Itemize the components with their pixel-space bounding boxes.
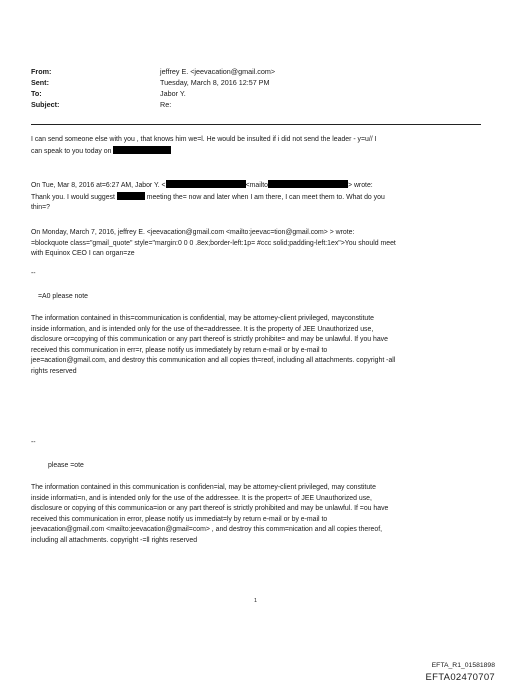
disclaimer-line: disclosure or copying of this communica=ion or any part thereof is strictly prohibited and may be unlawful. If =ou have xyxy=(31,505,389,512)
disclaimer-line: received this communication in err=r, please notify us immediately by return e-mail or by e-mail to xyxy=(31,346,328,354)
quoted-reply-paragraph xyxy=(31,180,487,214)
disclaimer-paragraph xyxy=(31,314,487,377)
notice-heading: =A0 please note xyxy=(38,293,88,300)
quoted-line: On Monday, March 7, 2016, jeffrey E. <jeevacation@gmail.com <mailto:jeevac=tion@gmail.com> > wrote: xyxy=(31,229,355,236)
redaction-box xyxy=(113,146,171,154)
subject-value: Re: xyxy=(160,100,172,109)
disclaimer-line: jee=acation@gmail.com, and destroy this communication and all copies th=reof, including all attachments. copyright -all xyxy=(31,357,396,364)
quoted-line xyxy=(31,180,487,192)
from-label: From: xyxy=(31,67,52,76)
bates-id-secondary: EFTA_R1_01581898 xyxy=(431,662,495,669)
disclaimer-line: inside informati=n, and is intended only for the use of the addressee. It is the propert= of JEE Unauthorized use, xyxy=(31,494,372,502)
message-line: I can send someone else with you , that knows him we=l. He would be insulted if i did not send the leader - y=u// I xyxy=(31,136,377,143)
header-divider xyxy=(31,124,481,125)
quoted-line: thin=? xyxy=(31,204,50,211)
to-value: Jabor Y. xyxy=(160,89,186,98)
quote-text: meeting the= now and later when I am there, I can meet them to. What do you xyxy=(146,193,385,201)
page-number: 1 xyxy=(254,598,258,604)
redaction-box xyxy=(268,180,348,188)
message-text: can speak to you today on xyxy=(31,147,112,155)
disclaimer-line: rights reserved xyxy=(31,367,77,375)
bates-id-primary: EFTA02470707 xyxy=(425,672,495,683)
disclaimer-line: including all attachments. copyright -=ll rights reserved xyxy=(31,536,198,544)
quote-header-text: On Tue, Mar 8, 2016 at=6:27 AM, Jabor Y. < xyxy=(31,182,166,189)
from-value: jeffrey E. <jeevacation@gmail.com> xyxy=(160,67,276,76)
disclaimer-line: disclosure or=copying of this communication or any part thereof is strictly prohibite= and may be unlawful. If you have xyxy=(31,336,388,343)
separator: -- xyxy=(31,270,36,277)
mailto-text: <mailto xyxy=(245,182,268,189)
quoted-reply-paragraph xyxy=(31,228,487,260)
disclaimer-line: The information contained in this communication is confiden=ial, may be attorney-client privileged, may constitute xyxy=(31,484,376,491)
redaction-box xyxy=(117,192,145,200)
disclaimer-line: received this communication in error, please notify us immediat=ly by return e-mail or by e-mail to xyxy=(31,515,328,523)
notice-heading: please =ote xyxy=(48,462,84,469)
sent-value: Tuesday, March 8, 2016 12:57 PM xyxy=(160,78,270,87)
message-line xyxy=(31,146,487,158)
separator: -- xyxy=(31,439,36,446)
quote-text: Thank you. I would suggest xyxy=(31,193,115,201)
to-label: To: xyxy=(31,89,42,98)
quoted-line xyxy=(31,192,487,204)
sent-label: Sent: xyxy=(31,78,49,87)
subject-label: Subject: xyxy=(31,100,60,109)
redaction-box xyxy=(166,180,246,188)
disclaimer-line: The information contained in this=communication is confidential, may be attorney-client privileged, mayconstitute xyxy=(31,315,374,322)
disclaimer-line: inside information, and is intended only for the use of the=addressee. It is the property of JEE Unauthorized use, xyxy=(31,325,374,333)
disclaimer-paragraph xyxy=(31,483,487,546)
quoted-line: =blockquote class="gmail_quote" style="margin:0 0 0 .8ex;border-left:1p= #ccc solid;padding-left:1ex">You should meet xyxy=(31,239,396,247)
disclaimer-line: jeevacation@gmail.com <mailto:jeevacation@gmail=com> , and destroy this comm=nication and all copies thereof, xyxy=(31,526,383,533)
message-paragraph xyxy=(31,135,487,157)
wrote-text: > wrote: xyxy=(348,182,373,189)
quoted-line: with Equinox CEO I can organ=ze xyxy=(31,250,135,257)
